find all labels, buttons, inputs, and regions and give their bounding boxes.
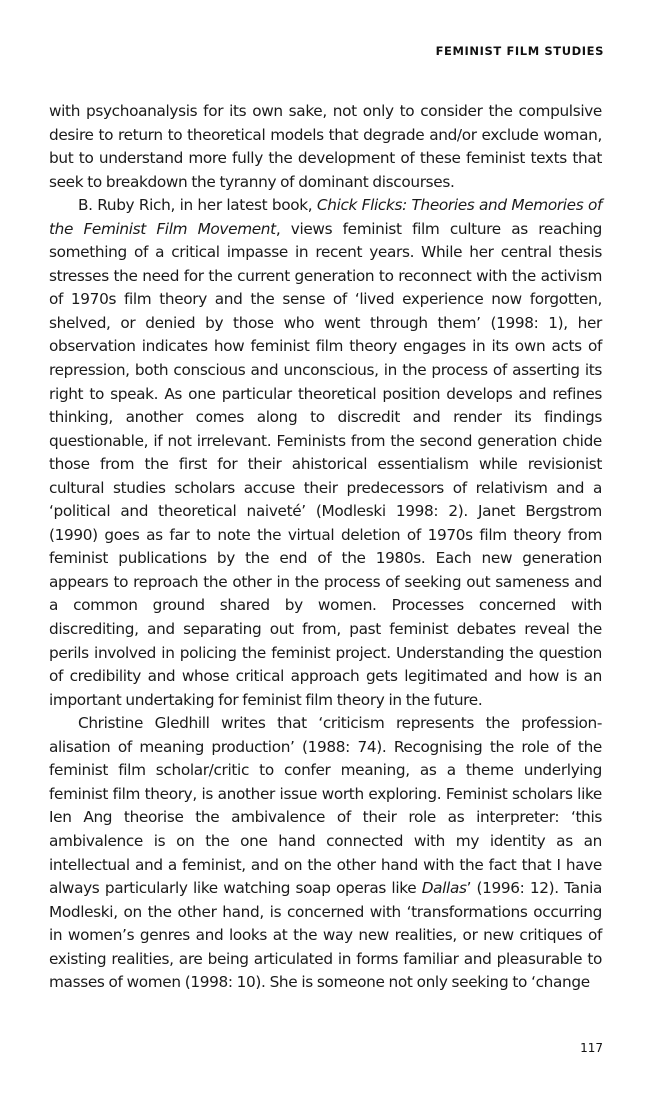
paragraph-1-text: with psychoanalysis for its own sake, not only to consider the compulsive desire to return to theoretical models that degrade and/or exclude woman, but to understand more fully the development of these feminist texts that seek to breakdown the tyranny of dominant discourses. <box>49 102 602 191</box>
body-text <box>49 100 602 995</box>
paragraph-2-text-b: , views feminist film culture as reaching something of a critical impasse in recent years. While her central thesis stresses the need for the current generation to reconnect with the activism of 1970s film theory and the sense of ‘lived experience now forgotten, shelved, or denied by those who went through them’ (1998: 1), her observation indicates how feminist film theory engages in its own acts of repression, both conscious and unconscious, in the process of asserting its right to speak. As one particular theoretical position develops and refines thinking, another comes along to discredit and render its findings questionable, if not irrelevant. Feminists from the second generation chide those from the first for their ahistorical essentialism while revisionist cultural studies scholars accuse their predecessors of relativism and a ‘political and theoretical naiveté’ (Modleski 1998: 2). Janet Bergstrom (1990) goes as far to note the virtual deletion of 1970s film theory from feminist publications by the end of the 1980s. Each new generation appears to reproach the other in the process of seeking out sameness and a common ground shared by women. Processes concerned with discrediting, and separating out from, past feminist debates reveal the perils involved in policing the feminist project. Understanding the question of credibility and whose critical approach gets legitimated and how is an important undertaking for feminist film theory in the future. <box>49 219 603 709</box>
show-title-italic: Dallas <box>421 879 467 898</box>
paragraph-2 <box>49 194 602 712</box>
paragraph-3-text-b: ’ (1996: 12). Tania Modleski, on the other hand, is concerned with ‘transformations occurring in women’s genres and looks at the way new realities, or new critiques of existing realities, are being articulated in forms familiar and pleasurable to masses of women (1998: 10). She is someone not only seeking to ‘change <box>49 879 602 992</box>
paragraph-3 <box>49 712 602 995</box>
page-number: 117 <box>580 1041 603 1055</box>
paragraph-2-text-a: B. Ruby Rich, in her latest book, <box>78 196 317 215</box>
paragraph-3-text-a: Christine Gledhill writes that ‘criticism represents the profession-alisation of meaning production’ (1988: 74). Recognising the role of the feminist film scholar/critic to confer meaning, as a theme underlying feminist film theory, is another issue worth exploring. Feminist scholars like Ien Ang theorise the ambivalence of their role as interpreter: ‘this ambivalence is on the one hand connected with my identity as an intellectual and a feminist, and on the other hand with the fact that I have always particularly like watching soap operas like <box>49 714 602 898</box>
book-title-italic: Chick Flicks: Theories and Memories of the Feminist Film Movement <box>49 196 602 238</box>
paragraph-1 <box>49 100 602 194</box>
running-header: FEMINIST FILM STUDIES <box>435 44 604 58</box>
